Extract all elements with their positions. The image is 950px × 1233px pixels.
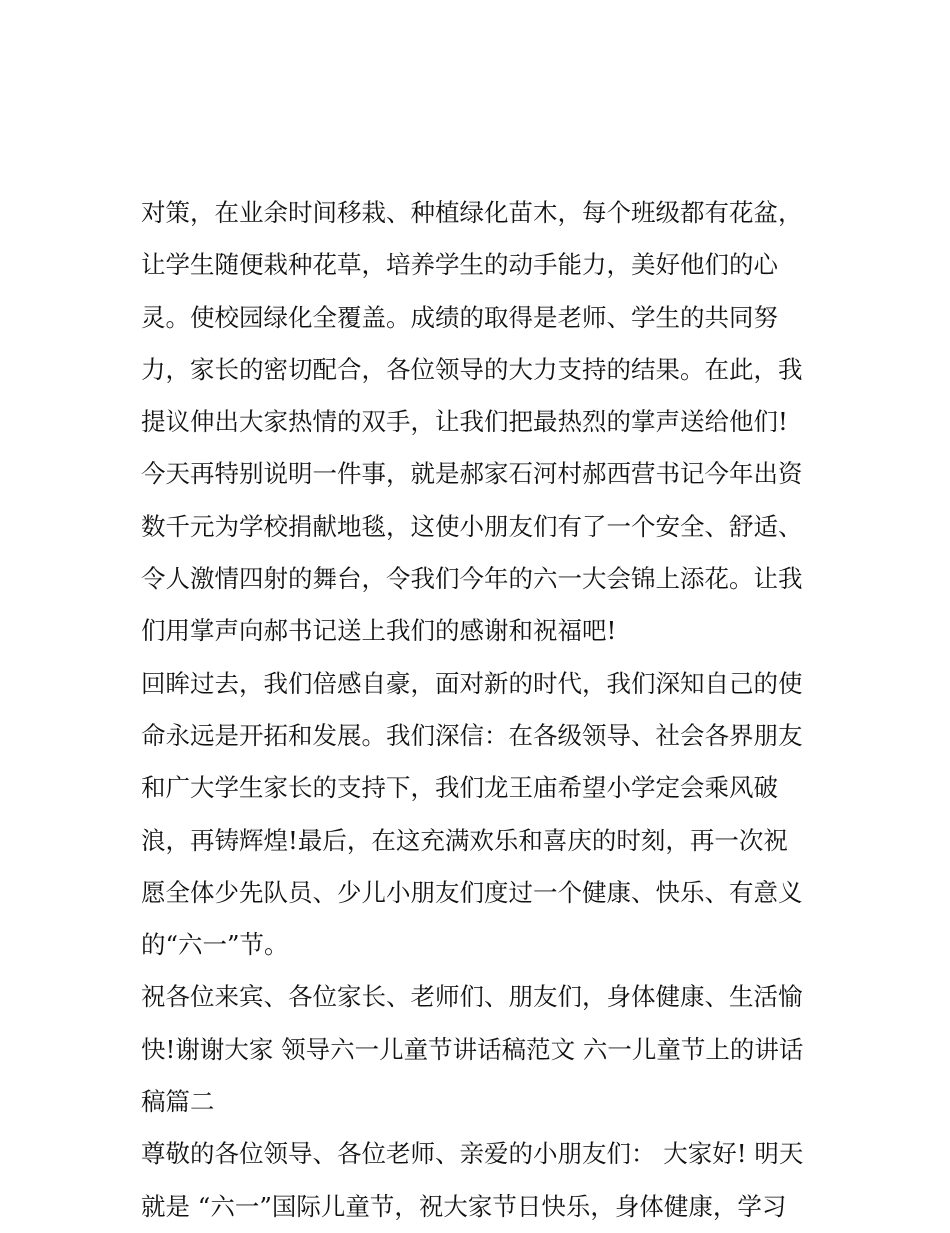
text-line: 快!谢谢大家 领导六一儿童节讲话稿范文 六一儿童节上的讲话 xyxy=(141,1034,804,1064)
text-line: 愿全体少先队员、少儿小朋友们度过一个健康、快乐、有意义 xyxy=(141,877,803,907)
text-line: 们用掌声向郝书记送上我们的感谢和祝福吧! xyxy=(141,616,617,646)
text-line: 祝各位来宾、各位家长、老师们、朋友们，身体健康、生活愉 xyxy=(141,982,803,1012)
text-line: 数千元为学校捐献地毯，这使小朋友们有了一个安全、舒适、 xyxy=(141,511,803,541)
text-line: 就是 “六一”国际儿童节，祝大家节日快乐，身体健康，学习 xyxy=(141,1191,787,1221)
text-line: 尊敬的各位领导、各位老师、亲爱的小朋友们： 大家好! 明天 xyxy=(141,1139,804,1169)
text-line: 回眸过去，我们倍感自豪，面对新的时代，我们深知自己的使 xyxy=(141,668,803,698)
text-line: 提议伸出大家热情的双手，让我们把最热烈的掌声送给他们! xyxy=(141,407,788,437)
document-body xyxy=(141,187,821,1233)
text-line: 力，家长的密切配合，各位领导的大力支持的结果。在此，我 xyxy=(141,354,803,384)
text-line: 灵。使校园绿化全覆盖。成绩的取得是老师、学生的共同努 xyxy=(141,302,778,332)
text-line: 令人激情四射的舞台，令我们今年的六一大会锦上添花。让我 xyxy=(141,564,803,594)
text-line: 命永远是开拓和发展。我们深信：在各级领导、社会各界朋友 xyxy=(141,720,803,750)
text-line: 对策，在业余时间移栽、种植绿化苗木，每个班级都有花盆， xyxy=(141,198,803,227)
text-line: 今天再特别说明一件事，就是郝家石河村郝西营书记今年出资 xyxy=(141,459,803,489)
text-line: 让学生随便栽种花草，培养学生的动手能力，美好他们的心 xyxy=(141,250,778,280)
text-line: 的“六一”节。 xyxy=(141,930,289,960)
text-line: 浪，再铸辉煌!最后，在这充满欢乐和喜庆的时刻，再一次祝 xyxy=(141,825,788,855)
text-line: 稿篇二 xyxy=(141,1087,215,1117)
text-line: 和广大学生家长的支持下，我们龙王庙希望小学定会乘风破 xyxy=(141,773,778,803)
